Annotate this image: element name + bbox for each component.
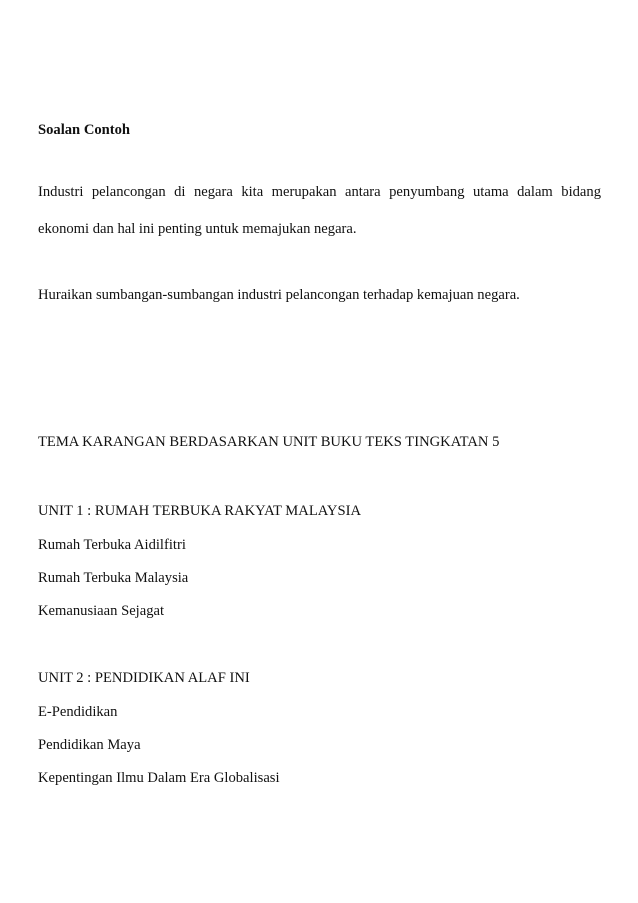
unit-2-item: E-Pendidikan — [38, 704, 118, 720]
unit-1-item: Kemanusiaan Sejagat — [38, 603, 165, 619]
unit-1-item: Rumah Terbuka Malaysia — [38, 570, 189, 586]
unit-2-item: Kepentingan Ilmu Dalam Era Globalisasi — [38, 770, 280, 786]
unit-2-title: UNIT 2 : PENDIDIKAN ALAF INI — [38, 670, 250, 686]
sample-paragraph-line-2: ekonomi dan hal ini penting untuk memajukan negara. — [38, 221, 357, 237]
sample-heading: Soalan Contoh — [38, 122, 131, 138]
sample-instruction: Huraikan sumbangan-sumbangan industri pelancongan terhadap kemajuan negara. — [38, 287, 520, 303]
unit-1-title: UNIT 1 : RUMAH TERBUKA RAKYAT MALAYSIA — [38, 503, 361, 519]
themes-heading: TEMA KARANGAN BERDASARKAN UNIT BUKU TEKS TINGKATAN 5 — [38, 434, 500, 450]
unit-1-item: Rumah Terbuka Aidilfitri — [38, 537, 186, 553]
sample-paragraph-line-1: Industri pelancongan di negara kita merupakan antara penyumbang utama dalam bidang — [38, 184, 601, 200]
unit-2-item: Pendidikan Maya — [38, 737, 141, 753]
